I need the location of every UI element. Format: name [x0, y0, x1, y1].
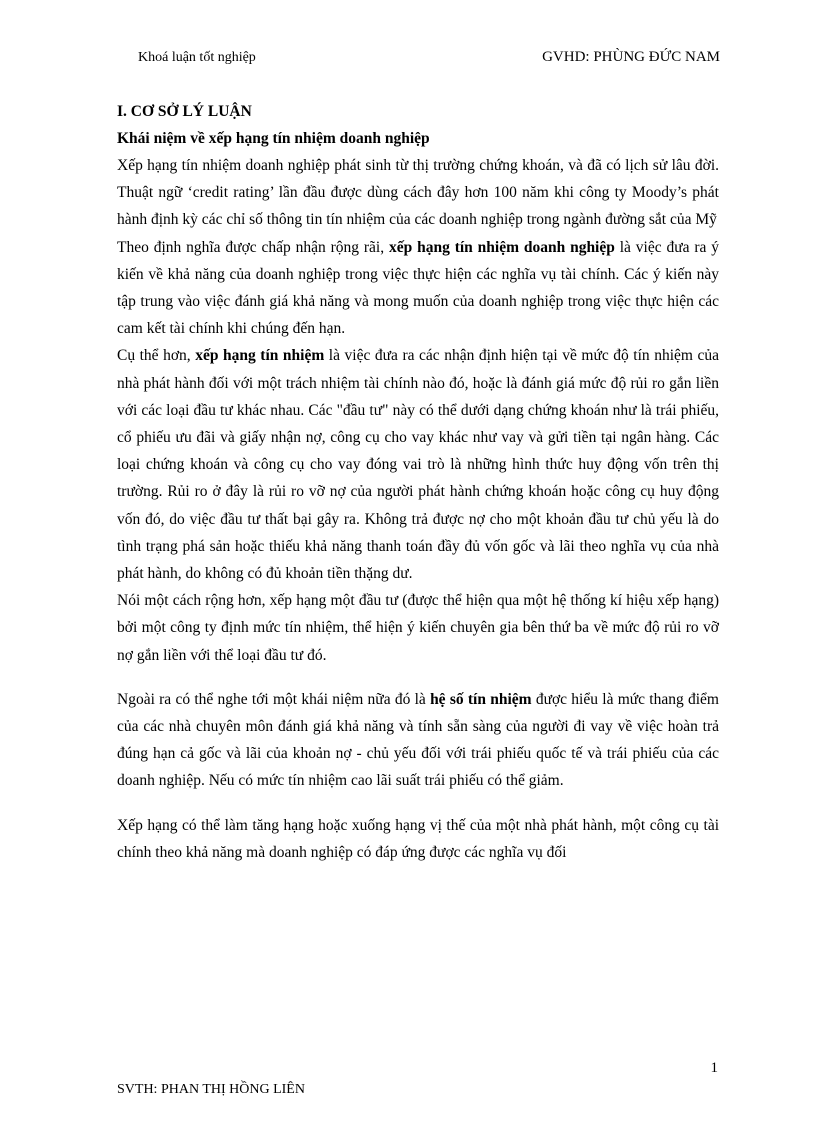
paragraph-rating-effect: Xếp hạng có thể làm tăng hạng hoặc xuống hạng vị thế của một nhà phát hành, một công cụ tài chính theo khả năng mà doanh nghiệp có đáp ứng được các nghĩa vụ đối: [117, 816, 719, 861]
text: là việc đưa ra ý kiến về khả năng của doanh nghiệp trong việc thực hiện các nghĩa vụ tài chính. Các ý kiến này tập trung vào việc đánh giá khả năng và mong muốn của doanh nghiệp trong việc thực hiện các cam kết tài chính khi chúng đến hạn.: [117, 238, 720, 338]
text: là việc đưa ra các nhận định hiện tại về mức độ tín nhiệm của nhà phát hành đối với một trách nhiệm tài chính nào đó, hoặc là đánh giá mức độ rủi ro gắn liền với các loại đầu tư khác nhau. Các "đầu tư" này có thể dưới dạng chứng khoán như là trái phiếu, cổ phiếu ưu đãi và giấy nhận nợ, công cụ cho vay khác như vay và gửi tiền tại ngân hàng. Các loại chứng khoán và công cụ cho vay đóng vai trò là những hình thức huy động vốn trên thị trường. Rủi ro ở đây là rủi ro vỡ nợ của người phát hành chứng khoán hoặc công cụ huy động vốn đó, do việc đầu tư thất bại gây ra. Không trả được nợ cho một khoản đầu tư chủ yếu là do tình trạng phá sản hoặc thiếu khả năng thanh toán đầy đủ vốn gốc và lãi theo nghĩa vụ của nhà phát hành, do không có đủ khoản tiền thặng dư.: [117, 347, 719, 583]
page-number: 1: [710, 1060, 718, 1076]
paragraph-specific: [117, 342, 719, 587]
paragraph-broader: Nói một cách rộng hơn, xếp hạng một đầu tư (được thể hiện qua một hệ thống kí hiệu xếp hạng) bởi một công ty định mức tín nhiệm, thể hiện ý kiến chuyên gia bên thứ ba về mức độ rủi ro vỡ nợ gắn liền với thể loại đầu tư đó.: [117, 592, 719, 664]
page-content: [117, 98, 719, 866]
text: Cụ thể hơn,: [117, 347, 196, 365]
header-document-type: Khoá luận tốt nghiệp: [138, 50, 256, 65]
paragraph-history: Xếp hạng tín nhiệm doanh nghiệp phát sinh từ thị trường chứng khoán, và đã có lịch sử lâu đời. Thuật ngữ ‘credit rating’ lần đầu được dùng cách đây hơn 100 năm khi công ty Moody’s phát hành định kỳ các chỉ số thông tin tín nhiệm của các doanh nghiệp trong ngành đường sắt của Mỹ: [117, 157, 719, 229]
paragraph-credit-coefficient: [117, 686, 719, 795]
text: Theo định nghĩa được chấp nhận rộng rãi,: [117, 238, 389, 256]
bold-term: xếp hạng tín nhiệm: [195, 347, 325, 365]
bold-term: xếp hạng tín nhiệm doanh nghiệp: [388, 238, 615, 256]
section-subtitle: Khái niệm về xếp hạng tín nhiệm doanh nghiệp: [117, 130, 430, 147]
text: được hiểu là mức thang điểm của các nhà chuyên môn đánh giá khả năng và tính sẵn sàng của người đi vay về việc hoàn trả đúng hạn cả gốc và lãi của khoản nợ - chủ yếu đối với trái phiếu quốc tế và trái phiếu của các doanh nghiệp. Nếu có mức tín nhiệm cao lãi suất trái phiếu có thể giảm.: [117, 690, 719, 790]
text: Ngoài ra có thể nghe tới một khái niệm nữa đó là: [117, 690, 431, 708]
section-title: I. CƠ SỞ LÝ LUẬN: [117, 103, 252, 120]
bold-term: hệ số tín nhiệm: [430, 690, 532, 708]
footer-student: SVTH: PHAN THỊ HỒNG LIÊN: [117, 1082, 305, 1097]
paragraph-definition: [117, 234, 719, 343]
header-supervisor: GVHD: PHÙNG ĐỨC NAM: [542, 49, 720, 65]
